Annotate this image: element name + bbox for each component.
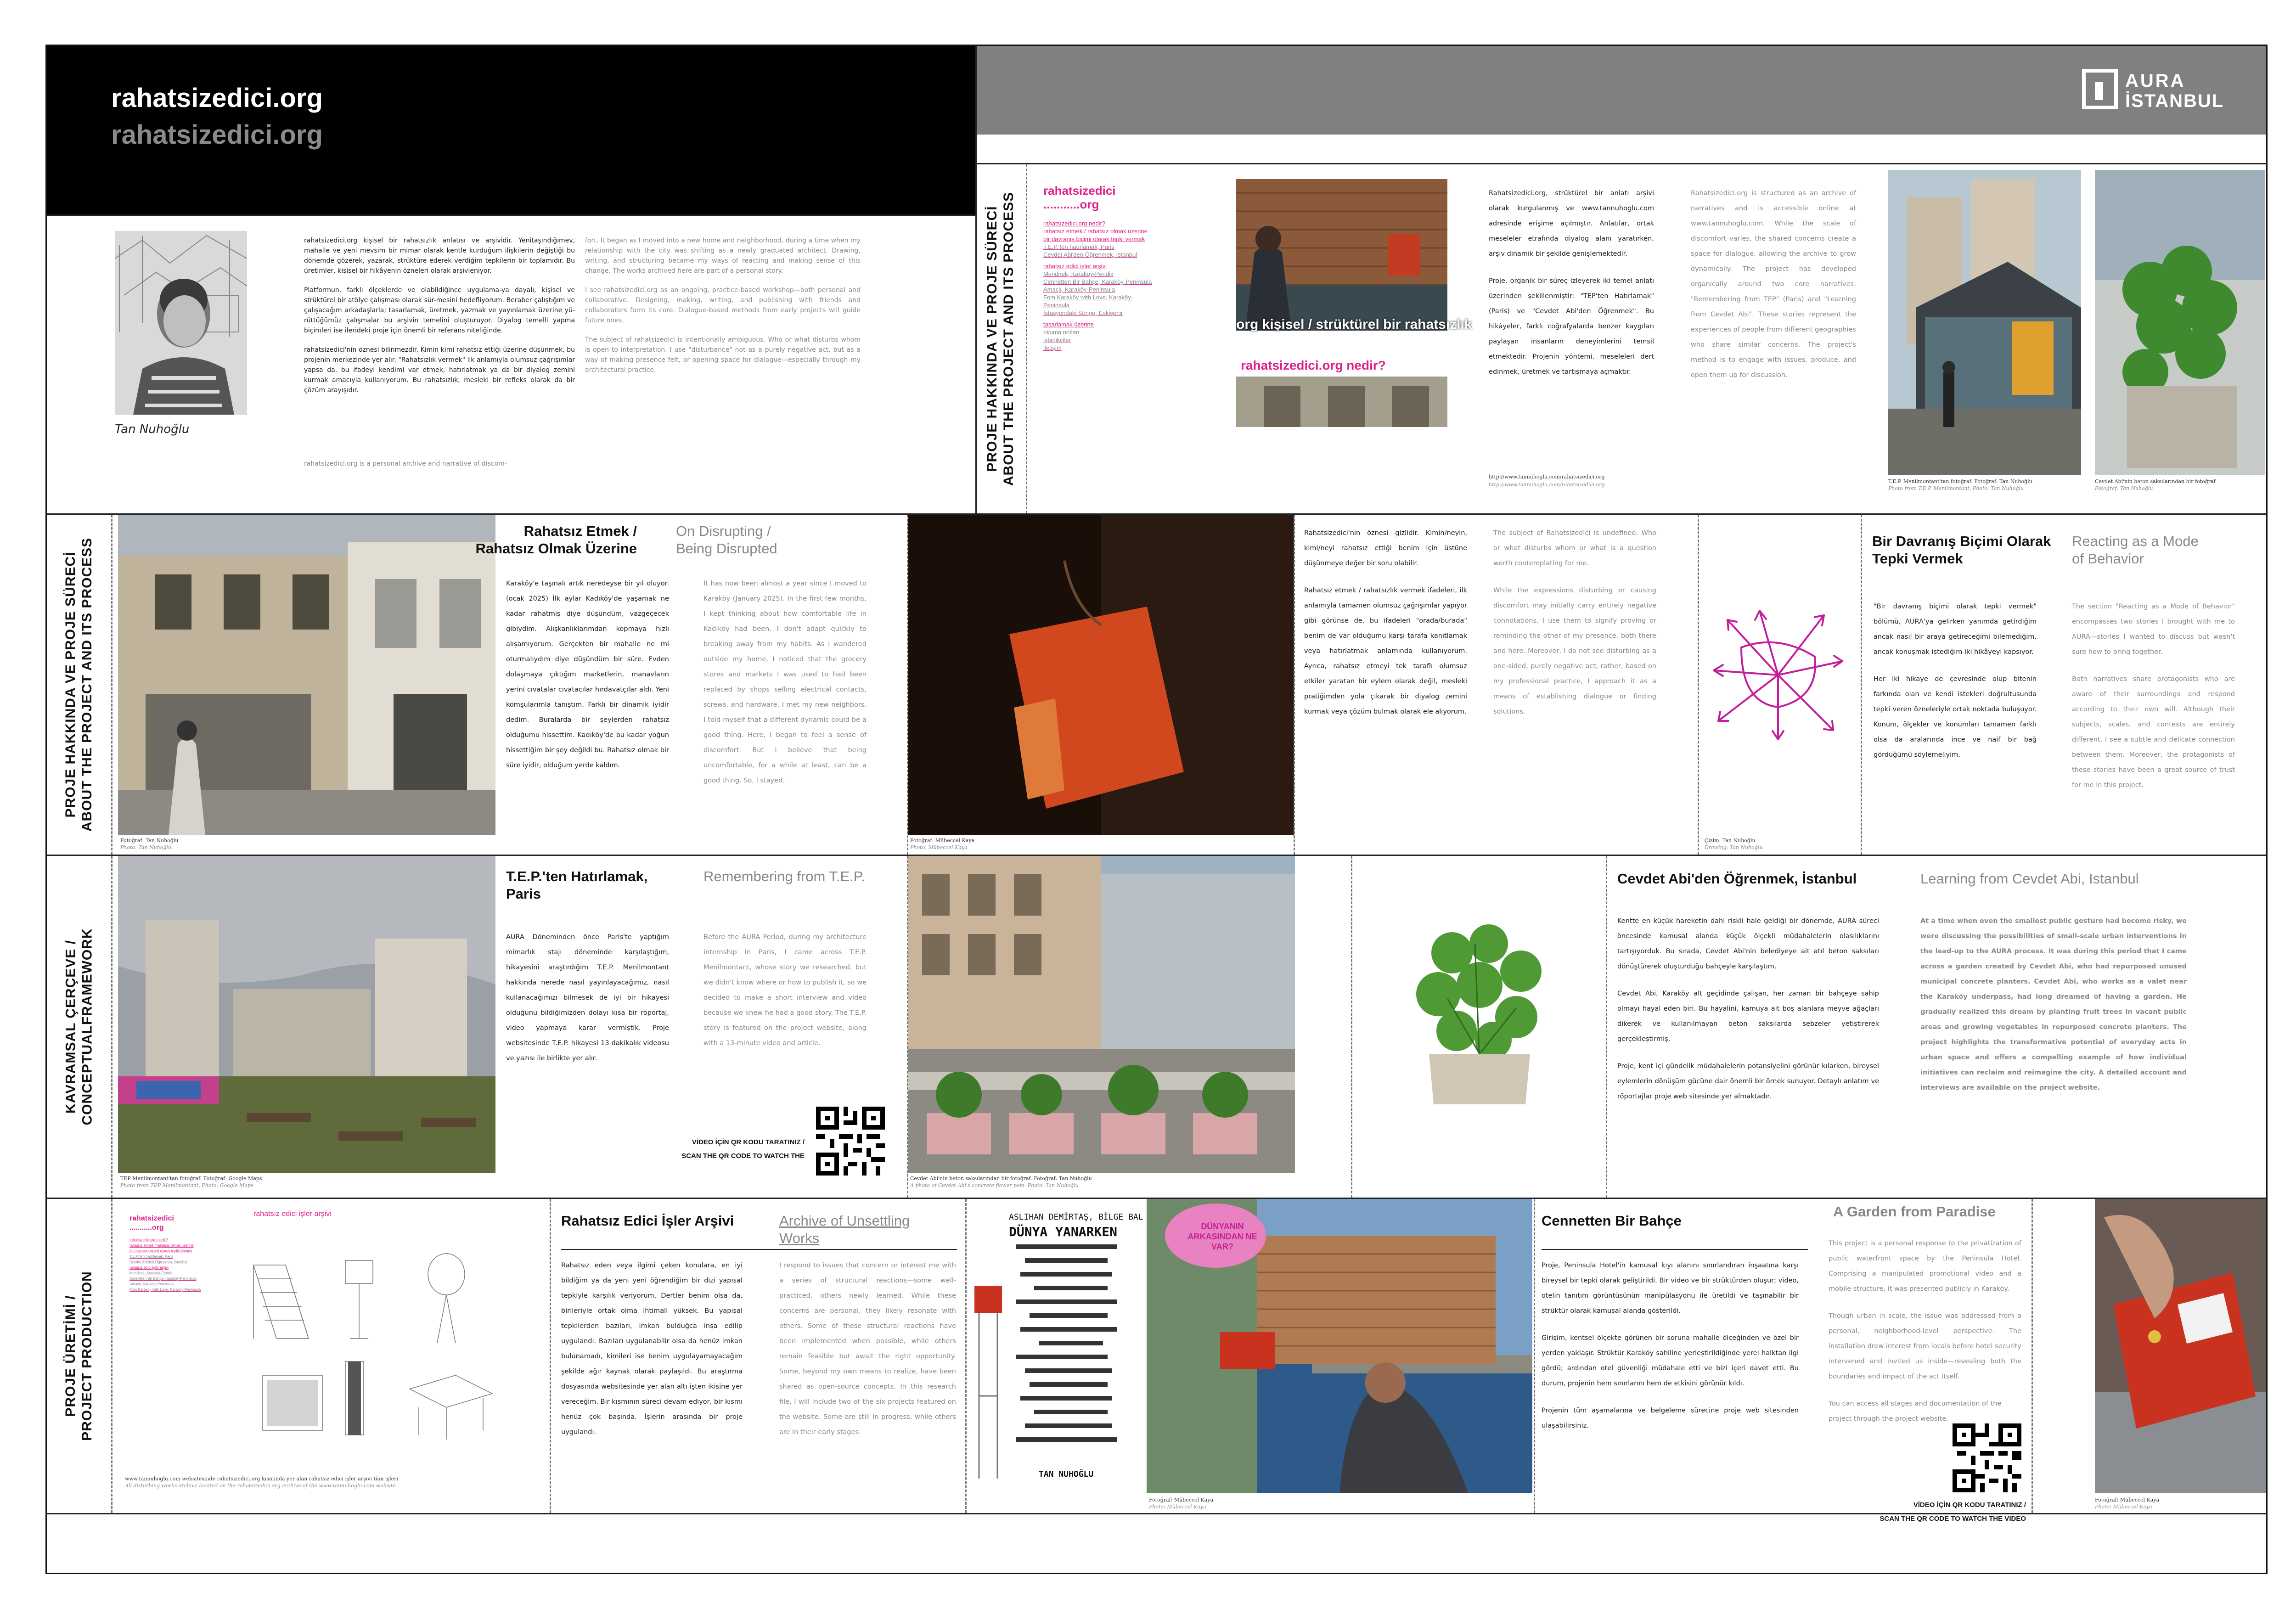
tep-site-graphic [118, 856, 495, 1173]
react-en [2072, 599, 2235, 793]
about-cap2: Cevdet Abi'nin beton saksılarından bir fotoğraf [2095, 478, 2216, 484]
tep-body-tr: AURA Döneminden önce Paris'te yaptığım mimarlık stajı döneminde karşılaştığım, hikayesini araştırdığım T.E.P. Menilmontant hakkında nerede nasıl yayınlayacağımız, nasıl kullanacağımızı bilmesek de iyi bir hikayesi olduğunu bildiğimizden dolayı kısa bir röportaj, video yapmaya karar vermiştik. Proje websitesinde T.E.P. hikayesi 13 dakikalık videosu ve yazısı ile birlikte yer alır. [506, 934, 669, 1062]
divider [47, 214, 975, 216]
about-tr-p2: Proje, organik bir süreç izleyerek iki temel anlatı üzerinden şekillenmiştir: "TEP'ten Hatırlamak" (Paris) ve "Cevdet Abi'den Öğrenmek". Bu hikâyeler, farklı coğrafyalarda benzer kaygıları paylaşan insanların deneyimlerini temsil etmektedir. Projenin yöntemi, meseleleri dert edinmek, üretmek ve tartışmaya açmaktır. [1489, 277, 1654, 376]
disrupt-body-tr: Karaköy'e taşınalı artık neredeyse bir yıl oluyor. (ocak 2025) İlk aylar Kadıköy'de yaşamak ne kadar rahatmış diye düşündüm, vazgeçecek gibiydim. Alışkanlıklarımdan kopmaya hızlı alışamıyorum. Gerçekten bir mahalle ne mi oturmalıydım diye düşündüm bir süre. Evden dolaşmaya çıktığım marketlerin, manavların yerini cıvatalar cıvatacılar hırdavatçılar aldı. Yeni komşularımla tanıştım. Farklı bir dinamik iyidir dedim. Buralarda bir şeylerden rahatsız olduğumu hissettim. Kadıköy'de bu kadar yoğun hissettiğim bir şey değildi bu. Rahatsız olmak bir süre iyidir, olduğum yerde kaldım. [506, 580, 669, 769]
disrupt-heading-en: On Disrupting / Being Disrupted [676, 523, 777, 557]
poster-title: DÜNYA YANARKEN [1009, 1224, 1118, 1239]
cevdet-tr-p1: Kentte en küçük hareketin dahi riskli hale geldiği bir dönemde, AURA süreci öncesinde kamusal alanda küçük ölçekli müdahalelerin olasılıklarını tartışıyorduk. Bu sırada, Cevdet Abi'nin belediyeye ait atıl beton saksıları dönüştürerek oluşturduğu bahçeyle karşılaştım. [1617, 917, 1879, 970]
divider [1542, 1249, 1808, 1250]
garden-en-p2: Though urban in scale, the issue was addressed from a personal, neighborhood-level perspective. The installation drew interest from locals before hotel security intervened and invited us inside—revealing both the boundaries and impact of the act itself. [1829, 1312, 2021, 1380]
garden-qr-code[interactable] [1953, 1423, 2021, 1492]
cevdet-tr-p3: Proje, kent içi gündelik müdahalelerin potansiyelini görünür kılarken, bireysel eylemlerin dönüşüm gücüne dair önemli bir örnek sunuyor. Detaylı anlatım ve röportajlar proje web sitesinde yer almaktadır. [1617, 1063, 1879, 1100]
red-box-graphic [908, 515, 1294, 835]
poster-type-graphic [970, 1240, 1144, 1488]
archive-heading-tr: Rahatsız Edici İşler Arşivi [561, 1213, 734, 1229]
about-tr [1489, 186, 1654, 380]
section-label-text: KAVRAMSAL ÇERÇEVE / CONCEPTUALFRAMEWORK [63, 928, 95, 1125]
garden-tr-p3: Projenin tüm aşamalarına ve belgeleme sürecine proje web sitesinden ulaşabilirsiniz. [1542, 1407, 1799, 1429]
portrait-sketch [115, 231, 247, 415]
garden-qr-label-en: SCAN THE QR CODE TO WATCH THE VIDEO [1880, 1515, 2026, 1523]
about-en-p1: Rahatsizedici.org is structured as an archive of narratives and is accessible online at www.tannuhoglu.com. While the scale of discomfort varies, the shared concerns create a space for dialogue, allowing the archive to grow dynamically. The project has developed organically around two core narratives: "Remembering from TEP" (Paris) and "Learning from Cevdet Abi". These stories represent the experiences of people from different geographies who share similar concerns. The project's method is to engage with issues, produce, and open them up for discussion. [1691, 190, 1856, 379]
intro-en-lead: rahatsizedici.org is a personal archive and narrative of discom- [304, 460, 507, 467]
aura-logo-icon [2081, 68, 2122, 114]
garden-tr-p1: Proje, Peninsula Hotel'in kamusal kıyı alanını sınırlandıran inşaatına karşı bireysel bir tepki olarak geliştirildi. Bir video ve bir strüktürden oluşur; video, otelin tanıtım görüntüsünün manipülasyonu ile üretildi ve taşınabilir bir strüktür olarak kamusal alanda gösterildi. [1542, 1262, 1799, 1315]
react-tr [1874, 599, 2037, 763]
disrupt-2-en-p1: The subject of Rahatsizedici is undefined. Who or what disturbs whom or what is a question worth contemplating for me. [1493, 529, 1656, 567]
react-tr-p2: Her iki hikaye de çevresinde olup bitenin farkında olan ve kendi istekleri doğrultusunda tepki veren özneleriyle ortak noktada buluşuyor. Konum, ölçekler ve konumları tamamen farklı olsa da aralarında ince ve naif bir bağ gördüğümü söylemeliyim. [1874, 675, 2037, 759]
web-link[interactable]: Cennetten Bir Bahçe, Karaköy-Peninsula [1043, 278, 1152, 285]
react-tr-p1: "Bir davranış biçimi olarak tepki vermek" bölümü, AURA'ya gelirken yanımda getirdiğim ancak nasıl bir araya getireceğimi bilemediğim, ancak konuşmak istediğim iki hikâyeyi kapsıyor. [1874, 603, 2037, 656]
arrows-sketch [1709, 606, 1847, 744]
web-link[interactable]: Mendirek, Karaköy-Pendik [1043, 270, 1114, 277]
poster-type-art [970, 1212, 1144, 1488]
about-en [1691, 186, 1856, 383]
disrupt-body-en: It has now been almost a year since I moved to Karaköy (January 2025). In the first few months, I kept thinking about how comfortable life in Kadıköy had been. I don't adapt quickly to breaking away from my habits. As I wandered outside my home, I noticed that the grocery stores and markets I was used to had been replaced by shops selling electrical contacts, screws, and hardware. I met my new neighbors. I told myself that a different dynamic could be a good thing. Here, I began to feel a sense of discomfort. But I believe that being uncomfortable, for a while at least, can be a good thing. So, I stayed. [703, 580, 867, 784]
web-link[interactable]: tasarlamak üzerine [1043, 321, 1094, 328]
installation-cap: Fotoğraf: Mübeccel Kaya [1149, 1497, 1214, 1503]
web-link[interactable]: Cevdet Abi'den Öğrenmek, İstanbul [1043, 251, 1137, 258]
archive-footer-en: All disturbing works archive located on the rahatsizedici.org archive of the www.tannuhoglu.com website [125, 1483, 396, 1489]
fold-line [1351, 856, 1352, 1198]
fold-line [1534, 1199, 1535, 1513]
disrupt-2-tr [1304, 526, 1467, 720]
photo-red-box-detail [2095, 1199, 2266, 1493]
about-url-2: http://www.tannuhoglu.com/rahatsizedici.org [1489, 482, 1605, 488]
fold-line [1606, 856, 1607, 1198]
web-link[interactable]: Cevdet Abi'den Öğrenmek, İstanbul [129, 1260, 187, 1264]
drawing-cap: Çizim: Tan Nuhoğlu [1705, 838, 1756, 844]
photo-tep-site [118, 856, 495, 1173]
web-photo-2 [1236, 377, 1447, 427]
garden-tr [1542, 1258, 1799, 1434]
about-photo-cevdet [2095, 170, 2265, 475]
fold-line [1026, 164, 1027, 513]
garden-en [1829, 1236, 2021, 1427]
photo-red-box [908, 515, 1294, 835]
disrupt-heading-tr: Rahatsız Etmek / Rahatsız Olmak Üzerine [475, 523, 637, 557]
web-link[interactable]: Amaçlı, Karaköy-Peninsula [1043, 286, 1115, 293]
web-link[interactable]: iletişim [1043, 344, 1062, 351]
logo-line2: İSTANBUL [2125, 91, 2224, 111]
garden-heading-en: A Garden from Paradise [1833, 1204, 1996, 1220]
react-heading-tr: Bir Davranış Biçimi Olarak Tepki Vermek [1872, 533, 2051, 567]
archive-web-title2: ...........org [129, 1224, 164, 1232]
tep-heading-tr: T.E.P.'ten Hatırlamak, Paris [506, 868, 648, 902]
garden-en-p3: You can access all stages and documentation of the project through the project website. [1829, 1400, 2002, 1423]
qr-code-icon [816, 1107, 885, 1176]
intro-tr [304, 236, 575, 395]
web-link[interactable]: Mendirek, Karaköy-Pendik [129, 1271, 173, 1275]
web-link[interactable]: bir davranış biçimi olarak tepki vermek [1043, 236, 1145, 242]
building-graphic [118, 515, 495, 835]
about-cap1b: Photo from T.E.P. Menilmontant. Photo: Tan Nuhoğlu [1888, 485, 2024, 491]
tep-qr-label-en: SCAN THE QR CODE TO WATCH THE [681, 1152, 805, 1160]
web-link[interactable]: rahatsız edici işler arşivi [129, 1266, 169, 1270]
web-banner-2: rahatsizedici.org nedir? [1241, 358, 1386, 372]
web-links [1043, 219, 1158, 352]
intro-en-p2: I see rahatsizedici.org as an ongoing, practice-based workshop—both personal and collaborative. Designing, making, writing, and publishing with friends and collaborators form its core. Dialogue-based methods from early projects will guide future ones. [585, 287, 861, 324]
installation-capb: Photo: Mübeccel Kaya [1149, 1504, 1206, 1510]
balloon-text: DÜNYANIN ARKASINDAN NE VAR? [1187, 1222, 1257, 1251]
tep-kiosk-graphic [1888, 170, 2081, 475]
about-photo-tep [1888, 170, 2081, 475]
fold-line [1861, 515, 1862, 855]
poster-author: TAN NUHOĞLU [1039, 1469, 1094, 1479]
archive-body-tr: Rahatsız eden veya ilgimi çeken konulara, en iyi bildiğim ya da yeni yeni öğrendiğim bir dizi yapısal tepkiyle karşılık veriyorum. Dertler benim olsa da, birileriyle ortak olma ihtimali yüksek. Bu yapısal tepkilerden bazıları, imkan bulduğca inşa edilip uygulandı. Bazıları uygulanabilir olsa da henüz imkan bulunamadı, kimileri ise benim uygulayamayacağım şekilde ağır kaynak olarak paylaşıldı. Bu araştırma dosyasında websitesinde yer alan altı işten ikisine yer vereceğim. Bir kısmının süreci devam ediyor, bir kısmı henüz çok başında. İşlerin arasında bir proje uygulandı. [561, 1262, 743, 1436]
photo-building [118, 515, 495, 835]
web-banner-1: org kişisel / strüktürel bir rahatsızlık [1236, 317, 1472, 332]
web-link[interactable]: rahatsızedici.org nedir? [129, 1238, 168, 1242]
site-subtitle: rahatsizedici.org [111, 120, 323, 150]
intro-en [585, 236, 861, 375]
red-box-detail-graphic [2095, 1199, 2266, 1493]
tep-qr-code[interactable] [816, 1107, 885, 1176]
intro-en-p3: The subject of rahatsizedici is intentionally ambiguous. Who or what disturbs whom is open to interpretation. I use "disturbance" not as a purely negative act, but as a way of making presence felt, or opening space for dialogue—especially through my architectural practice. [585, 336, 861, 374]
web-photo-2-graphic [1236, 377, 1447, 427]
photo-red-box-cap: Fotoğraf: Mübeccel Kaya [910, 838, 975, 844]
web-link[interactable]: bir davranış biçimi olarak tepki vermek [129, 1249, 192, 1253]
intro-tr-p1: rahatsizedici.org kişisel bir rahatsızlık anlatısı ve arşividir. Yenitaşındığımev, mahalle ve yeni mevsim bir mimar olarak kentle kurduğum ilişkilerin değiştiği bu dönemde gözerek, yazarak, strüktüre ederek verdiğim tepkilerin bir toplamıdır. Bu üretimler, kişisel bir hikâyenin özneleri olarak arşivleniyor. [304, 237, 575, 275]
web-link[interactable]: işbirlikçiler [1043, 337, 1071, 343]
archive-heading-en: Archive of Unsettling Works [779, 1213, 910, 1246]
about-cap1: T.E.P. Menilmontant'tan fotoğraf. Fotoğraf: Tan Nuhoğlu [1888, 478, 2032, 484]
garden-qr-label-tr: VİDEO İÇİN QR KODU TARATINIZ / [1913, 1501, 2026, 1509]
red-box-detail-capb: Photo: Mübeccel Kaya [2095, 1504, 2152, 1510]
section-label-production [47, 1199, 111, 1513]
planters-street-graphic [908, 856, 1295, 1173]
react-en-p1: The section "Reacting as a Mode of Behavior" encompasses two stories I brought with me to AURA—stories I wanted to discuss but wasn't sure how to bring together. [2072, 603, 2235, 656]
intro-en-p1: fort. It began as I moved into a new home and neighborhood, during a time when my relationship with the city was shifting as a newly graduated architect. Drawing, writing, and structuring became my ways of reacting and making sense of this change. The works archived here are part of a personal story. [585, 237, 861, 275]
garden-tr-p2: Girişim, kentsel ölçekte görünen bir soruna mahalle ölçeğinden ve özel bir yerden yaklaşır. Strüktür Karaköy sahiline yerleştirildiğinde yerel halktan ilgi gördü; ardından otel güvenliği müdahale etti ve bizi içeri davet etti. Bu durum, projenin hem sınırlarını hem de etkisini görünür kıldı. [1542, 1334, 1799, 1387]
fold-line [2032, 1199, 2033, 1513]
tep-qr-label-tr: VİDEO İÇİN QR KODU TARATINIZ / [692, 1138, 805, 1146]
section-label-concept [47, 856, 111, 1198]
poster-sheet [45, 45, 2268, 1574]
web-link[interactable]: T.E.P.'ten hatırlamak, Paris [129, 1254, 174, 1259]
web-link[interactable]: Amaçlı, Karaköy-Peninsula [129, 1282, 174, 1286]
cevdet-heading-en: Learning from Cevdet Abi, Istanbul [1920, 871, 2139, 887]
fold-line [1698, 515, 1699, 855]
garden-heading-tr: Cennetten Bir Bahçe [1542, 1213, 1682, 1229]
site-title: rahatsizedici.org [111, 83, 323, 113]
disrupt-2-en-p2: While the expressions disturbing or causing discomfort may initially carry entirely negative connotations, I use them to signify proving or reminding the other of my presence, both there and here. Moreover, I do not see disturbing as a one-sided, purely negative act; rather, based on my professional practice, I approach it as a means of establishing dialogue or finding solutions. [1493, 587, 1656, 715]
archive-page-title: rahatsız edici işler arşivi [253, 1210, 332, 1218]
cevdet-tr [1617, 914, 1879, 1104]
section-label-about-top [975, 164, 1026, 513]
web-mockup [1034, 179, 1475, 427]
disrupt-2-tr-p2: Rahatsız etmek / rahatsızlık vermek ifadeleri, ilk anlamıyla tamamen olumsuz çağrışımlar yapıyor gibi görünse de, bu ifadeleri "orada/burada" benim de var olduğumu karşı tarafa kanıtlamak veya hatırlatmak anlamında kullanıyorum. Ayrıca, rahatsız etmeyi tek taraflı olumsuz etkiler yaratan bir eylem olarak değil, mesleki pratiğimden yola çıkarak bir diyalog zemini kurmak veya çözüm bulmak olarak ele alıyorum. [1304, 587, 1467, 715]
web-link[interactable]: okuma notları [1043, 329, 1080, 336]
archive-web-mockup [125, 1210, 547, 1467]
about-tr-p1: Rahatsizedici.org, strüktürel bir anlatı arşivi olarak kurgulanmış ve www.tannuhoglu.com adresinde erişime açılmıştır. Anlatılar, ortak meseleler etrafında diyalog alanı yaratırken, arşiv dinamik bir şekilde genişlemektedir. [1489, 190, 1654, 258]
red-box-detail-cap: Fotoğraf: Mübeccel Kaya [2095, 1497, 2160, 1503]
intro-tr-p2: Platformun, farklı ölçeklerde ve olabildiğince uygulama-ya dayalı, kişisel ve strüktürel bir atölye çalışması olarak sür-mesini hedefliyorum. Beraber çalıştığım ve çalışacağım arkadaşlarla; tasarlamak, üretmek, yazmak ve yayınlamak üzerine yü-rüttüğümüz çalışmalar bu arşivin temelini oluşturuyor. Diyalog temelli yapma biçimleri ise ilerideki proje için önemli bir referans niteliğinde. [304, 287, 575, 334]
section-label-text: PROJE HAKKINDA VE PROJE SÜRECİ ABOUT THE PROJECT AND ITS PROCESS [985, 191, 1016, 486]
intro-tr-p3: rahatsizedici'nin öznesi bilinmezdir. Kimin kimi rahatsız ettiği üzerine düşünmek, bu projenin merkezinde yer alır. "Rahatsızlık vermek" ilk anlamıyla olumsuz çağrışımlar yapsa da, bu ifadeyi kendimi var etmek, hatırlatmak ya da bir diyalog zemini kurmak amacıyla kullanıyorum. Bu rahatsızlık, mesleki bir refleks olarak da bir çözüm arayışıdır. [304, 346, 575, 394]
planters-cap: Cevdet Abi'nin beton saksılarından bir fotoğraf. Fotoğraf: Tan Nuhoğlu [910, 1176, 1092, 1181]
web-link[interactable]: Fom Karaköy with Love, Karaköy-Peninsula [129, 1288, 201, 1292]
archive-web-title: rahatsizedici [129, 1215, 174, 1222]
tep-site-capb: Photo from TEP Menilmontant. Photo: Google Maps [120, 1182, 253, 1188]
react-heading-en: Reacting as a Mode of Behavior [2072, 533, 2199, 567]
logo-line1: AURA [2125, 71, 2186, 91]
author-portrait [115, 231, 247, 415]
fold-line [111, 1199, 113, 1513]
web-link[interactable]: rahatsız edici işler arşivi [1043, 263, 1107, 270]
about-cap2b: Fotoğraf: Tan Nuhoğlu [2095, 485, 2153, 491]
fold-line [1294, 515, 1295, 855]
garden-en-p1: This project is a personal response to the privatization of public waterfront space by the Peninsula Hotel. Comprising a manipulated promotional video and a mobile structure, it was presented publicly in Karaköy. [1829, 1240, 2021, 1293]
tep-body-en: Before the AURA Period, during my architecture internship in Paris, I came across T.E.P. Menilmontant, whose story we researched, but we didn't know where or how to publish it, so we decided to make a short interview and video because we knew he had a good story. The T.E.P. story is featured on the project website, along with a 13-minute video and article. [703, 934, 867, 1047]
web-link[interactable]: Cennetten Bir Bahçe, Karaköy-Peninsula [129, 1277, 197, 1281]
web-link[interactable]: Fom Karaköy with Love, Karaköy-Peninsula [1043, 294, 1133, 309]
arrow-drawing [1709, 606, 1847, 744]
disrupt-2-tr-p1: Rahatsizedici'nin öznesi gizlidir. Kimin/neyin, kimi/neyi rahatsız ettiği benim için üstüne düşünmeye değer bir soru olabilir. [1304, 529, 1467, 567]
web-photo-1 [1236, 179, 1447, 331]
divider [561, 1249, 957, 1250]
fold-line [111, 515, 113, 855]
about-url-1: http://www.tannuhoglu.com/rahatsizedici.org [1489, 474, 1605, 480]
tep-heading-en: Remembering from T.E.P. [703, 868, 866, 884]
section-label-text: PROJE ÜRETİMİ / PROJECT PRODUCTION [63, 1271, 95, 1441]
drawing-capb: Drawing: Tan Nuhoğlu [1705, 844, 1763, 850]
poster-names: ASLIHAN DEMİRTAŞ, BİLGE BAL [1009, 1212, 1143, 1222]
cevdet-planter-photo [1392, 916, 1567, 1109]
web-link[interactable]: rahatsız etmek / rahatsız olmak üzerine [129, 1243, 194, 1248]
web-link[interactable]: rahatsızedici.org nedir? [1043, 220, 1106, 227]
qr-code-icon [1953, 1423, 2021, 1492]
photo-red-box-capb: Photo: Mübeccel Kaya [910, 844, 968, 850]
archive-sketches [235, 1224, 547, 1472]
aura-logo [2081, 68, 2224, 118]
photo-building-cap: Fotoğraf: Tan Nuhoğlu [120, 838, 179, 844]
photo-building-capb: Photo: Tan Nuhoğlu [120, 844, 172, 850]
react-en-p2: Both narratives share protagonists who are aware of their surroundings and respond according to their own will. Although their subjects, scales, and contexts are entirely different, I see a subtle and delicate connection between them. Moreover, the protagonists of these stories have been a great source of trust for me in this project. [2072, 675, 2235, 789]
fold-line [965, 1199, 967, 1513]
archive-side-links [129, 1238, 221, 1293]
archive-footer-tr: www.tannuhoglu.com websitesinde rahatsizedici.org kısmında yer alan rahatsız edici işler arşivi tüm işleri [125, 1476, 398, 1482]
web-link[interactable]: rahatsız etmek / rahatsız olmak üzerine [1043, 228, 1148, 235]
section-label-text: PROJE HAKKINDA VE PROJE SÜRECİ ABOUT THE PROJECT AND ITS PROCESS [63, 537, 95, 832]
cevdet-heading-tr: Cevdet Abi'den Öğrenmek, İstanbul [1617, 871, 1857, 887]
web-title: rahatsizedici [1043, 184, 1116, 197]
web-link[interactable]: T.E.P.'ten hatırlamak, Paris [1043, 243, 1114, 250]
archive-body-en: I respond to issues that concern or interest me with a series of structural reactions—some well-practiced, others newly learned. While these concerns are personal, they likely resonate with others. Some of these structural reactions have been implemented when possible, while others remain feasible but await the right opportunity. Some, beyond my own means to realize, have been shared as open-source concepts. In this research file, I will include two of the six projects featured on the website. Some are still in progress, while others are in their early stages. [779, 1262, 956, 1436]
cevdet-tr-p2: Cevdet Abi, Karaköy alt geçidinde çalışan, her zaman bir bahçeye sahip olmayı hayal eden biri. Bu hayalini, kamuya ait boş alanlara meyve ağaçları dikerek ve kullanılmayan beton saksılarda sebzeler yetiştirerek gerçekleştirmiş. [1617, 990, 1879, 1043]
header-grey-band [975, 46, 2266, 135]
section-label-about-2 [47, 515, 111, 855]
disrupt-2-en [1493, 526, 1656, 720]
cevdet-en: At a time when even the smallest public gesture had become risky, we were discussing the possibilities of small-scale urban interventions in the lead-up to the AURA process. It was during this period that I came across a garden created by Cevdet Abi, who had repurposed unused municipal concrete planters. Cevdet Abi, who works as a valet near the Karaköy underpass, had long dreamed of having a garden. He gradually realized this dream by planting fruit trees in vacant public areas and growing vegetables in repurposed concrete planters. The project highlights the transformative potential of everyday acts in urban space and offers a compelling example of how individual initiatives can reclaim and reimagine the city. A detailed account and interviews are available on the project website. [1920, 917, 2187, 1091]
tep-site-cap: TEP Menilmontant'tan fotoğraf. Fotoğraf: Google Maps [120, 1176, 262, 1181]
web-photo-1-graphic [1236, 179, 1447, 331]
web-link[interactable]: İstasyondaki Sünge, Eskişehir [1043, 309, 1123, 316]
cevdet-plant-graphic [2095, 170, 2265, 475]
fold-line [550, 1199, 551, 1513]
planters-capb: A photo of Cevdet Abi's concrete flower pots. Photo: Tan Nuhoğlu [910, 1182, 1079, 1188]
author-name: Tan Nuhoğlu [115, 422, 190, 436]
web-title2: ...........org [1043, 197, 1099, 211]
photo-planters-street [908, 856, 1295, 1173]
cevdet-planter-graphic [1392, 916, 1567, 1109]
divider [975, 163, 2266, 164]
fold-line [111, 856, 113, 1198]
